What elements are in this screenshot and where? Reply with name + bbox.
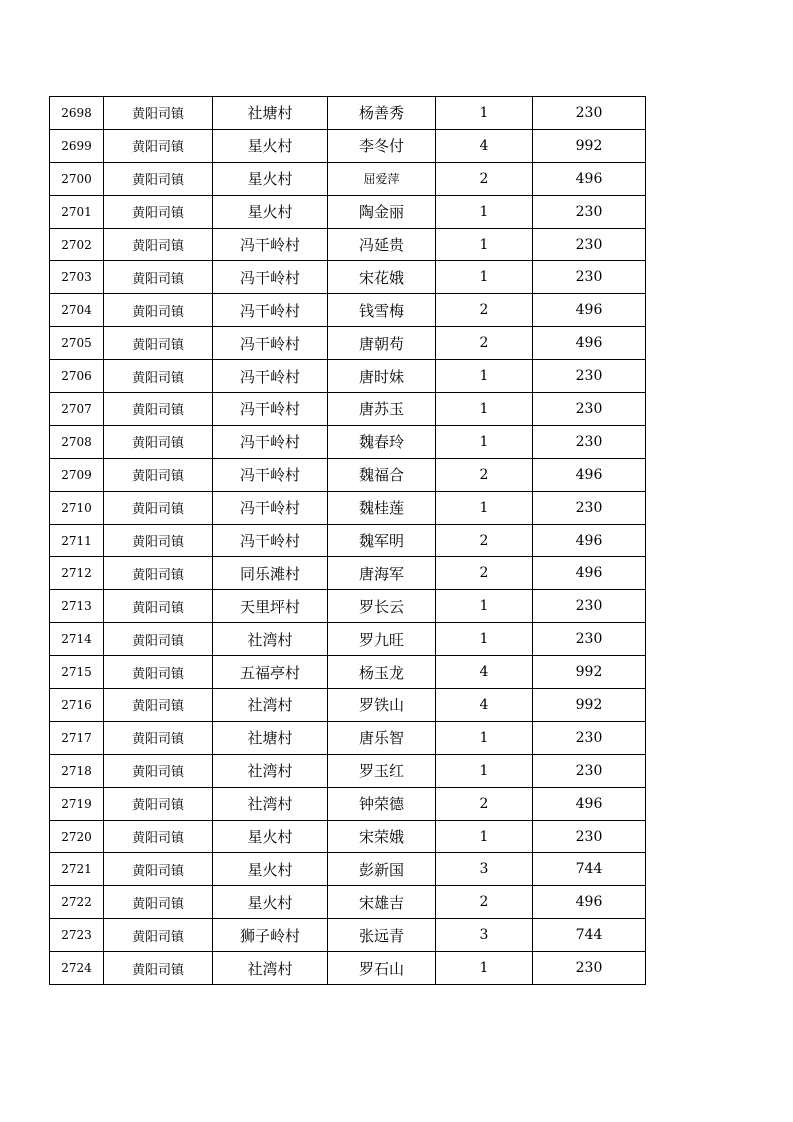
village-cell: 同乐滩村	[213, 557, 328, 590]
village-cell: 狮子岭村	[213, 919, 328, 952]
amount-cell: 230	[533, 393, 646, 426]
household-count-cell: 4	[436, 129, 533, 162]
row-number-cell: 2704	[50, 294, 104, 327]
amount-cell: 744	[533, 853, 646, 886]
town-cell: 黄阳司镇	[104, 623, 213, 656]
town-cell: 黄阳司镇	[104, 820, 213, 853]
person-name-cell: 魏福合	[328, 458, 436, 491]
person-name-cell: 魏军明	[328, 524, 436, 557]
person-name-cell: 罗玉红	[328, 754, 436, 787]
table-row	[50, 129, 646, 162]
table-row	[50, 656, 646, 689]
amount-cell: 992	[533, 129, 646, 162]
village-cell: 社湾村	[213, 689, 328, 722]
row-number-cell: 2724	[50, 952, 104, 985]
village-cell: 社湾村	[213, 623, 328, 656]
table-row	[50, 853, 646, 886]
row-number-cell: 2701	[50, 195, 104, 228]
household-count-cell: 1	[436, 97, 533, 130]
person-name-cell: 唐海军	[328, 557, 436, 590]
person-name-cell: 罗九旺	[328, 623, 436, 656]
village-cell: 社湾村	[213, 754, 328, 787]
town-cell: 黄阳司镇	[104, 491, 213, 524]
household-count-cell: 2	[436, 327, 533, 360]
table-row	[50, 294, 646, 327]
town-cell: 黄阳司镇	[104, 886, 213, 919]
person-name-cell: 杨善秀	[328, 97, 436, 130]
household-count-cell: 2	[436, 557, 533, 590]
village-cell: 冯干岭村	[213, 360, 328, 393]
village-cell: 星火村	[213, 886, 328, 919]
table-row	[50, 919, 646, 952]
amount-cell: 230	[533, 952, 646, 985]
row-number-cell: 2718	[50, 754, 104, 787]
row-number-cell: 2703	[50, 261, 104, 294]
village-cell: 社塘村	[213, 97, 328, 130]
town-cell: 黄阳司镇	[104, 327, 213, 360]
row-number-cell: 2719	[50, 787, 104, 820]
village-cell: 冯干岭村	[213, 458, 328, 491]
household-count-cell: 3	[436, 919, 533, 952]
household-count-cell: 1	[436, 820, 533, 853]
person-name-cell: 宋雄吉	[328, 886, 436, 919]
village-cell: 冯干岭村	[213, 491, 328, 524]
table-body	[50, 97, 646, 985]
person-name-cell: 罗长云	[328, 590, 436, 623]
person-name-cell: 唐时妹	[328, 360, 436, 393]
village-cell: 冯干岭村	[213, 425, 328, 458]
table-row	[50, 721, 646, 754]
town-cell: 黄阳司镇	[104, 919, 213, 952]
person-name-cell: 冯延贵	[328, 228, 436, 261]
amount-cell: 496	[533, 327, 646, 360]
household-count-cell: 2	[436, 458, 533, 491]
town-cell: 黄阳司镇	[104, 97, 213, 130]
row-number-cell: 2708	[50, 425, 104, 458]
table-row	[50, 393, 646, 426]
village-cell: 星火村	[213, 820, 328, 853]
person-name-cell: 杨玉龙	[328, 656, 436, 689]
amount-cell: 230	[533, 261, 646, 294]
row-number-cell: 2720	[50, 820, 104, 853]
amount-cell: 230	[533, 721, 646, 754]
town-cell: 黄阳司镇	[104, 195, 213, 228]
row-number-cell: 2709	[50, 458, 104, 491]
household-count-cell: 1	[436, 393, 533, 426]
household-count-cell: 4	[436, 689, 533, 722]
village-cell: 冯干岭村	[213, 524, 328, 557]
town-cell: 黄阳司镇	[104, 360, 213, 393]
person-name-cell: 罗石山	[328, 952, 436, 985]
amount-cell: 496	[533, 162, 646, 195]
town-cell: 黄阳司镇	[104, 853, 213, 886]
village-cell: 社湾村	[213, 787, 328, 820]
town-cell: 黄阳司镇	[104, 425, 213, 458]
person-name-cell: 李冬付	[328, 129, 436, 162]
town-cell: 黄阳司镇	[104, 754, 213, 787]
village-cell: 五福亭村	[213, 656, 328, 689]
town-cell: 黄阳司镇	[104, 228, 213, 261]
amount-cell: 496	[533, 524, 646, 557]
table-row	[50, 458, 646, 491]
row-number-cell: 2721	[50, 853, 104, 886]
person-name-cell: 张远青	[328, 919, 436, 952]
amount-cell: 744	[533, 919, 646, 952]
person-name-cell: 钟荣德	[328, 787, 436, 820]
table-row	[50, 425, 646, 458]
village-cell: 冯干岭村	[213, 228, 328, 261]
town-cell: 黄阳司镇	[104, 952, 213, 985]
table-row	[50, 97, 646, 130]
household-count-cell: 1	[436, 195, 533, 228]
household-count-cell: 1	[436, 261, 533, 294]
person-name-cell: 宋荣娥	[328, 820, 436, 853]
town-cell: 黄阳司镇	[104, 721, 213, 754]
table-row	[50, 623, 646, 656]
household-count-cell: 1	[436, 590, 533, 623]
person-name-cell: 钱雪梅	[328, 294, 436, 327]
amount-cell: 230	[533, 360, 646, 393]
row-number-cell: 2711	[50, 524, 104, 557]
table-row	[50, 327, 646, 360]
amount-cell: 992	[533, 656, 646, 689]
town-cell: 黄阳司镇	[104, 524, 213, 557]
town-cell: 黄阳司镇	[104, 393, 213, 426]
household-count-cell: 2	[436, 787, 533, 820]
village-cell: 星火村	[213, 195, 328, 228]
town-cell: 黄阳司镇	[104, 162, 213, 195]
table-row	[50, 360, 646, 393]
amount-cell: 230	[533, 195, 646, 228]
household-count-cell: 2	[436, 294, 533, 327]
town-cell: 黄阳司镇	[104, 129, 213, 162]
table-row	[50, 557, 646, 590]
person-name-cell: 屈爱萍	[328, 162, 436, 195]
household-count-cell: 1	[436, 360, 533, 393]
amount-cell: 496	[533, 557, 646, 590]
town-cell: 黄阳司镇	[104, 557, 213, 590]
row-number-cell: 2702	[50, 228, 104, 261]
village-cell: 冯干岭村	[213, 294, 328, 327]
table-row	[50, 787, 646, 820]
amount-cell: 230	[533, 590, 646, 623]
table-row	[50, 261, 646, 294]
amount-cell: 496	[533, 787, 646, 820]
row-number-cell: 2717	[50, 721, 104, 754]
village-cell: 冯干岭村	[213, 393, 328, 426]
village-cell: 星火村	[213, 162, 328, 195]
table-row	[50, 689, 646, 722]
data-table	[49, 96, 646, 985]
amount-cell: 496	[533, 458, 646, 491]
household-count-cell: 1	[436, 623, 533, 656]
row-number-cell: 2698	[50, 97, 104, 130]
row-number-cell: 2723	[50, 919, 104, 952]
household-count-cell: 2	[436, 524, 533, 557]
village-cell: 社湾村	[213, 952, 328, 985]
table-row	[50, 524, 646, 557]
table-row	[50, 820, 646, 853]
table-row	[50, 590, 646, 623]
town-cell: 黄阳司镇	[104, 261, 213, 294]
village-cell: 星火村	[213, 129, 328, 162]
amount-cell: 230	[533, 97, 646, 130]
amount-cell: 496	[533, 886, 646, 919]
row-number-cell: 2710	[50, 491, 104, 524]
household-count-cell: 1	[436, 721, 533, 754]
amount-cell: 230	[533, 491, 646, 524]
amount-cell: 230	[533, 228, 646, 261]
village-cell: 天里坪村	[213, 590, 328, 623]
row-number-cell: 2712	[50, 557, 104, 590]
table-row	[50, 886, 646, 919]
person-name-cell: 陶金丽	[328, 195, 436, 228]
household-count-cell: 1	[436, 952, 533, 985]
amount-cell: 496	[533, 294, 646, 327]
person-name-cell: 宋花娥	[328, 261, 436, 294]
row-number-cell: 2715	[50, 656, 104, 689]
row-number-cell: 2705	[50, 327, 104, 360]
village-cell: 冯干岭村	[213, 261, 328, 294]
household-count-cell: 1	[436, 754, 533, 787]
row-number-cell: 2714	[50, 623, 104, 656]
row-number-cell: 2713	[50, 590, 104, 623]
village-cell: 社塘村	[213, 721, 328, 754]
amount-cell: 992	[533, 689, 646, 722]
row-number-cell: 2707	[50, 393, 104, 426]
town-cell: 黄阳司镇	[104, 689, 213, 722]
row-number-cell: 2722	[50, 886, 104, 919]
household-count-cell: 4	[436, 656, 533, 689]
person-name-cell: 唐苏玉	[328, 393, 436, 426]
table-row	[50, 952, 646, 985]
town-cell: 黄阳司镇	[104, 656, 213, 689]
row-number-cell: 2700	[50, 162, 104, 195]
person-name-cell: 唐朝苟	[328, 327, 436, 360]
person-name-cell: 彭新国	[328, 853, 436, 886]
town-cell: 黄阳司镇	[104, 294, 213, 327]
table-row	[50, 491, 646, 524]
person-name-cell: 唐乐智	[328, 721, 436, 754]
town-cell: 黄阳司镇	[104, 590, 213, 623]
household-count-cell: 1	[436, 491, 533, 524]
village-cell: 星火村	[213, 853, 328, 886]
table-row	[50, 195, 646, 228]
amount-cell: 230	[533, 623, 646, 656]
town-cell: 黄阳司镇	[104, 787, 213, 820]
household-count-cell: 2	[436, 162, 533, 195]
row-number-cell: 2706	[50, 360, 104, 393]
amount-cell: 230	[533, 820, 646, 853]
amount-cell: 230	[533, 425, 646, 458]
town-cell: 黄阳司镇	[104, 458, 213, 491]
row-number-cell: 2716	[50, 689, 104, 722]
amount-cell: 230	[533, 754, 646, 787]
person-name-cell: 罗铁山	[328, 689, 436, 722]
row-number-cell: 2699	[50, 129, 104, 162]
table-row	[50, 162, 646, 195]
household-count-cell: 1	[436, 228, 533, 261]
household-count-cell: 2	[436, 886, 533, 919]
village-cell: 冯干岭村	[213, 327, 328, 360]
person-name-cell: 魏桂莲	[328, 491, 436, 524]
person-name-cell: 魏春玲	[328, 425, 436, 458]
table-row	[50, 228, 646, 261]
household-count-cell: 3	[436, 853, 533, 886]
table-row	[50, 754, 646, 787]
household-count-cell: 1	[436, 425, 533, 458]
